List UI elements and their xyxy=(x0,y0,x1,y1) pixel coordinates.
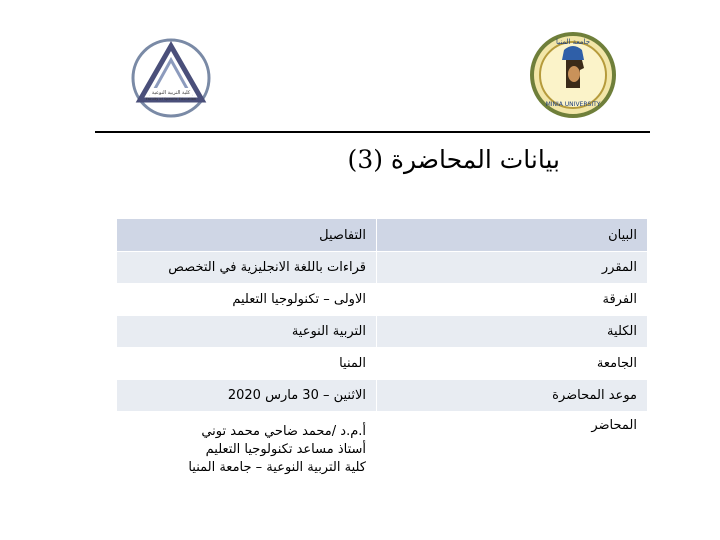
table-row xyxy=(117,348,647,380)
faculty-logo-icon xyxy=(130,38,212,118)
table-row xyxy=(117,252,647,284)
row-label: الجامعة xyxy=(377,348,648,380)
row-value: قراءات باللغة الانجليزية في التخصص xyxy=(117,252,377,284)
lecture-details-table xyxy=(117,218,647,489)
table-row xyxy=(117,380,647,412)
header-divider xyxy=(95,131,650,133)
minia-logo-english-text: MINIA UNIVERSITY xyxy=(545,101,601,108)
header-label-cell: البيان xyxy=(377,219,648,252)
row-value: التربية النوعية xyxy=(117,316,377,348)
table-row xyxy=(117,284,647,316)
page-title: بيانات المحاضرة (3) xyxy=(347,145,560,174)
table-row xyxy=(117,316,647,348)
row-label: المقرر xyxy=(377,252,648,284)
faculty-logo-english-text: Faculty of Specific Education xyxy=(145,97,197,101)
row-value: الاولى – تكنولوجيا التعليم xyxy=(117,284,377,316)
faculty-logo-arabic-text: كلية التربية النوعية xyxy=(151,90,191,96)
header-value-cell: التفاصيل xyxy=(117,219,377,252)
row-value xyxy=(117,412,377,489)
row-label: موعد المحاضرة xyxy=(377,380,648,412)
row-label: المحاضر xyxy=(377,412,648,489)
minia-logo-arabic-text: جامعة المنيا xyxy=(555,38,591,46)
lecturer-affiliation: كلية التربية النوعية – جامعة المنيا xyxy=(188,460,366,475)
row-value: الاثنين – 30 مارس 2020 xyxy=(117,380,377,412)
row-label: الفرقة xyxy=(377,284,648,316)
lecturer-title: أستاذ مساعد تكنولوجيا التعليم xyxy=(205,442,366,457)
table-row xyxy=(117,412,647,489)
table-header-row xyxy=(117,219,647,252)
row-value: المنيا xyxy=(117,348,377,380)
lecturer-name: أ.م.د /محمد ضاحي محمد توني xyxy=(201,424,366,439)
minia-university-logo-icon xyxy=(530,30,616,120)
row-label: الكلية xyxy=(377,316,648,348)
